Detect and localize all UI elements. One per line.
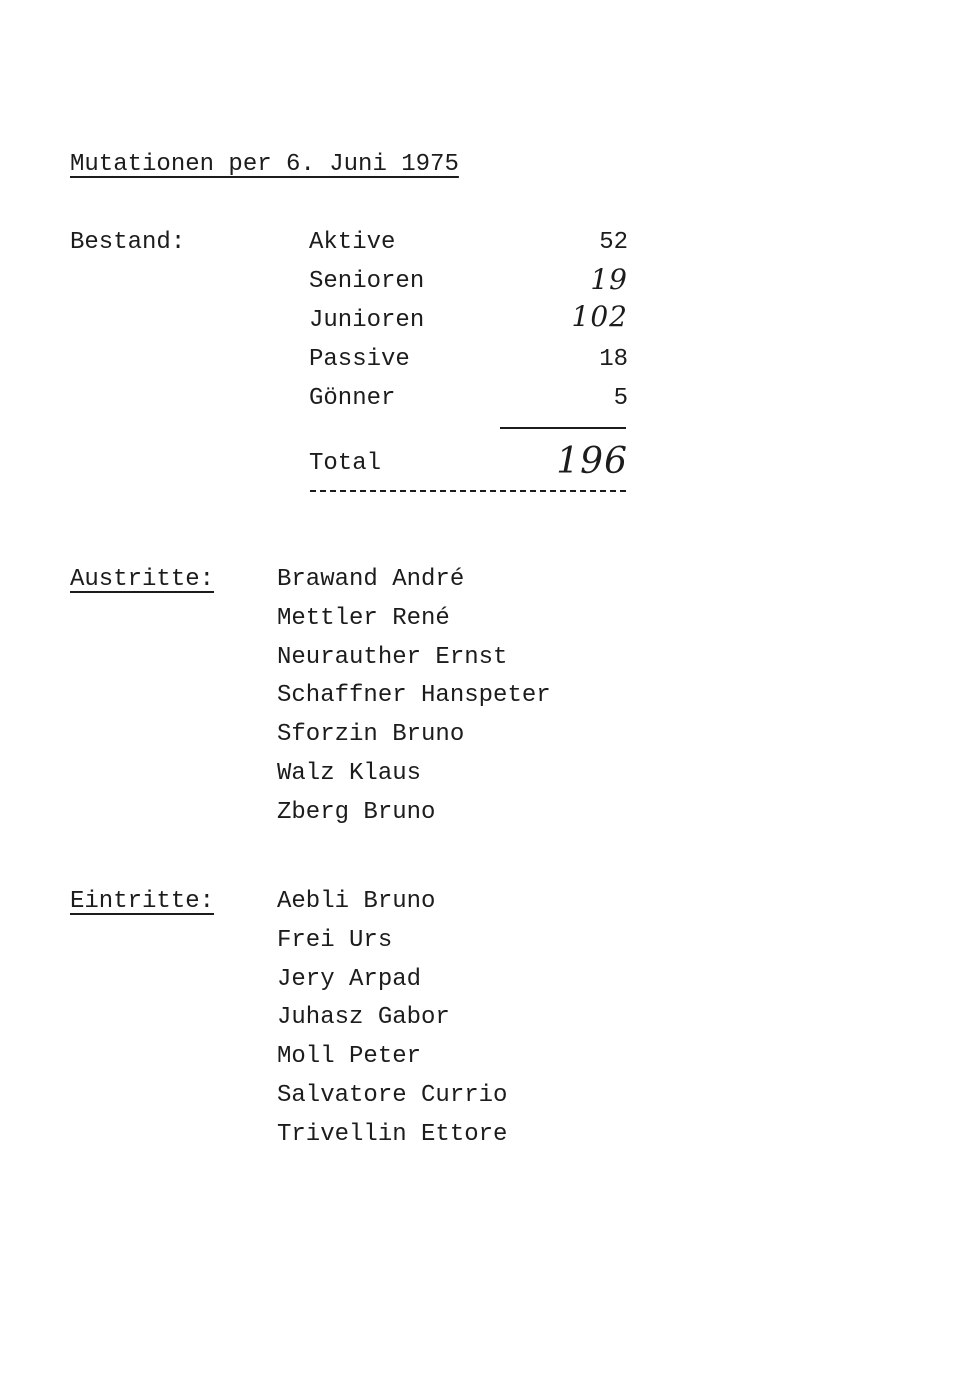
list-item: Brawand André [277, 566, 465, 593]
list-item: Juhasz Gabor [277, 1004, 450, 1032]
bestand-row-label: Junioren [309, 307, 425, 334]
austritte-heading: Austritte: [70, 566, 215, 593]
bestand-row-label: Passive [309, 346, 410, 373]
bestand-row-value: 5 [613, 385, 628, 412]
bestand-row-value: 18 [599, 346, 628, 373]
total-value-handwritten: 196 [556, 441, 628, 482]
eintritte-list [277, 883, 507, 1155]
bestand-row-label: Aktive [309, 229, 396, 256]
list-item: Schaffner Hanspeter [277, 682, 551, 710]
bestand-row-label: Gönner [309, 385, 396, 412]
total-dashed-rule [310, 490, 626, 492]
list-item: Walz Klaus [277, 759, 422, 787]
list-item: Jery Arpad [277, 965, 422, 993]
bestand-row-value: 52 [599, 229, 628, 256]
bestand-row-label: Senioren [309, 268, 425, 295]
austritte-list [277, 561, 551, 833]
list-item: Trivellin Ettore [277, 1120, 508, 1148]
bestand-heading: Bestand: [70, 229, 186, 256]
list-item: Aebli Bruno [277, 888, 436, 915]
list-item: Neurauther Ernst [277, 643, 508, 671]
list-item: Sforzin Bruno [277, 721, 465, 749]
total-label: Total [309, 450, 382, 477]
bestand-row-value-handwritten: 19 [590, 263, 628, 296]
sum-rule [500, 427, 626, 429]
document-title: Mutationen per 6. Juni 1975 [70, 151, 459, 178]
list-item: Frei Urs [277, 926, 393, 954]
eintritte-heading: Eintritte: [70, 888, 215, 915]
list-item: Salvatore Currio [277, 1081, 508, 1109]
bestand-row-value-handwritten: 102 [571, 300, 628, 333]
list-item: Zberg Bruno [277, 798, 436, 826]
list-item: Mettler René [277, 604, 450, 632]
list-item: Moll Peter [277, 1043, 422, 1071]
